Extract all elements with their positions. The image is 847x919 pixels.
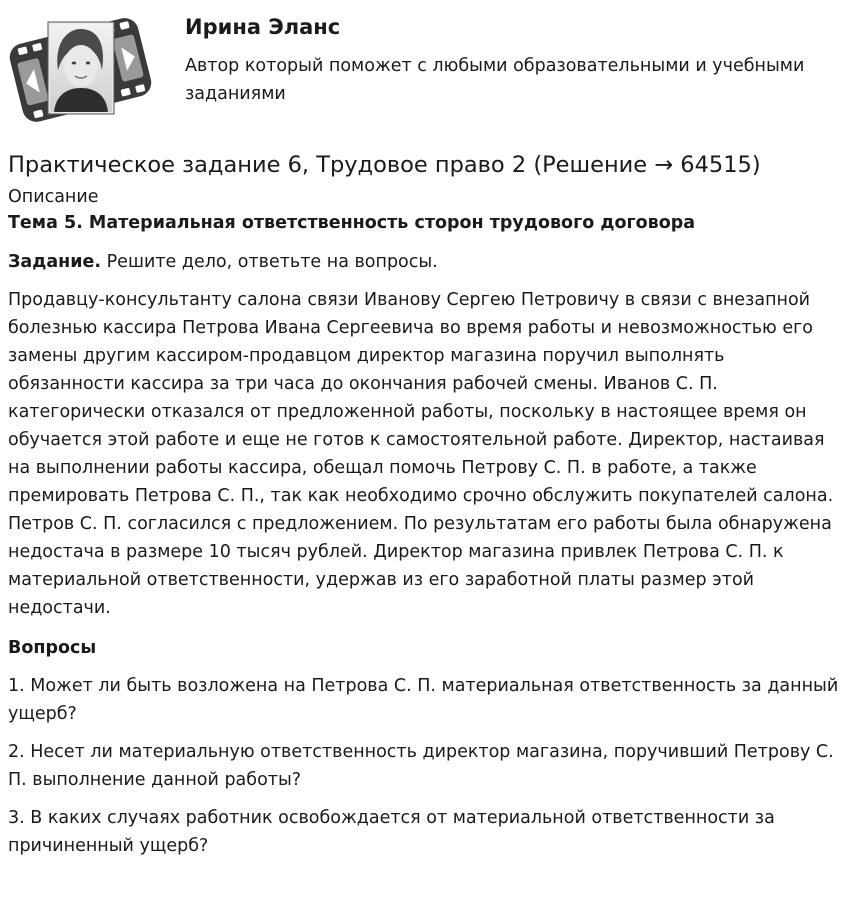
description-label: Описание	[8, 187, 99, 207]
author-name[interactable]: Ирина Эланс	[185, 15, 341, 39]
document-content	[8, 150, 840, 870]
author-header	[0, 0, 847, 140]
case-text: Продавцу-консультанту салона связи Иванову Сергею Петровичу в связи с внезапной болезнью кассира Петрова Ивана Сергеевича во время работы и невозможностью его замены другим кассиром-продавцом директор магазина поручил выполнять обязанности кассира за три часа до окончания рабочей смены. Иванов С. П. категорически отказался от предложенной работы, поскольку в настоящее время он обучается этой работе и еще не готов к самостоятельной работе. Директор, настаивая на выполнении работы кассира, обещал помочь Петрову С. П. в работе, а также премировать Петрова С. П., так как необходимо срочно обслужить покупателей салона. Петров С. П. согласился с предложением. По результатам его работы была обнаружена недостача в размере 10 тысяч рублей. Директор магазина привлек Петрова С. П. к материальной ответственности, удержав из его заработной платы размер этой недостачи.	[8, 290, 834, 618]
film-strip-avatar-icon	[8, 8, 152, 128]
task-label: Задание.	[8, 252, 102, 272]
question-item: 2. Несет ли материальную ответственность директор магазина, поручивший Петрову С. П. выполнение данной работы?	[8, 742, 834, 790]
topic-heading: Тема 5. Материальная ответственность сторон трудового договора	[8, 213, 696, 233]
document-title: Практическое задание 6, Трудовое право 2 (Решение → 64515)	[8, 152, 761, 178]
question-item: 3. В каких случаях работник освобождается от материальной ответственности за причиненный ущерб?	[8, 808, 775, 856]
author-description: Автор который поможет с любыми образовательными и учебными заданиями	[185, 56, 805, 104]
question-item: 1. Может ли быть возложена на Петрова С. П. материальная ответственность за данный ущерб?	[8, 676, 839, 724]
author-avatar[interactable]	[8, 8, 152, 128]
task-paragraph	[8, 248, 840, 276]
questions-heading: Вопросы	[8, 638, 97, 658]
task-text: Решите дело, ответьте на вопросы.	[101, 252, 438, 272]
